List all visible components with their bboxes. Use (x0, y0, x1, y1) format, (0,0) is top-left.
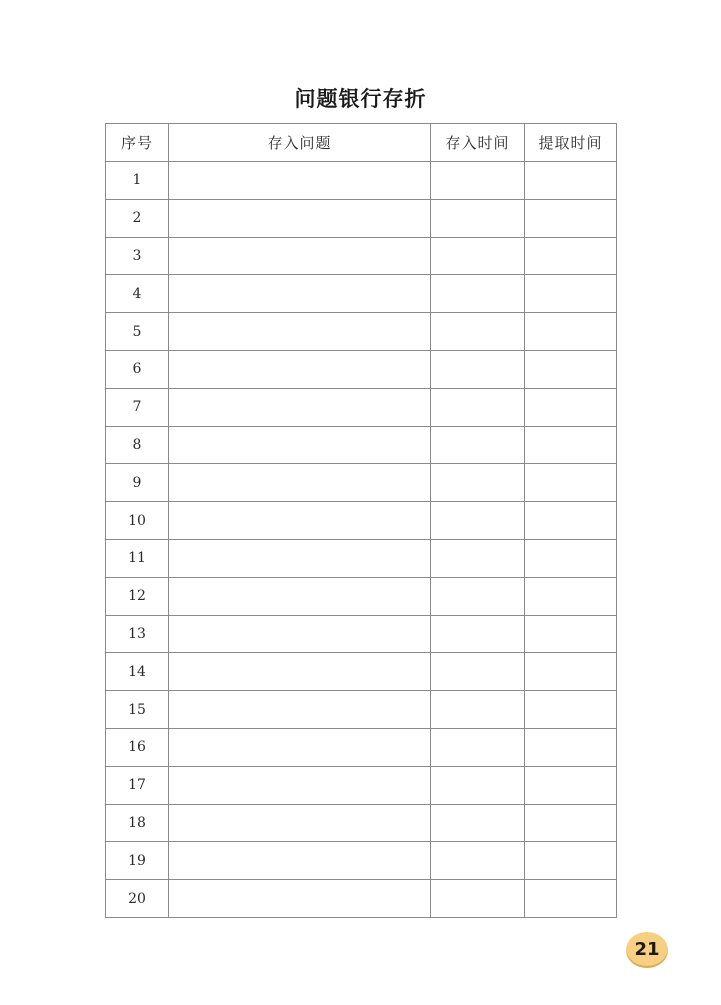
table-row (106, 577, 617, 615)
table-row (106, 766, 617, 804)
table-header-row (106, 124, 617, 162)
question-cell[interactable] (169, 804, 431, 842)
question-cell[interactable] (169, 275, 431, 313)
deposit-time-cell[interactable] (431, 728, 525, 766)
table-row (106, 275, 617, 313)
table-row (106, 502, 617, 540)
seq-cell: 1 (106, 162, 169, 200)
table-row (106, 162, 617, 200)
seq-cell: 16 (106, 728, 169, 766)
deposit-time-cell[interactable] (431, 388, 525, 426)
question-cell[interactable] (169, 350, 431, 388)
question-cell[interactable] (169, 880, 431, 918)
deposit-time-cell[interactable] (431, 426, 525, 464)
seq-cell: 2 (106, 199, 169, 237)
question-cell[interactable] (169, 388, 431, 426)
seq-cell: 7 (106, 388, 169, 426)
seq-cell: 9 (106, 464, 169, 502)
table-row (106, 653, 617, 691)
header-deposit-time: 存入时间 (431, 124, 525, 162)
header-withdraw-time: 提取时间 (525, 124, 617, 162)
seq-cell: 10 (106, 502, 169, 540)
withdraw-time-cell[interactable] (525, 804, 617, 842)
seq-cell: 18 (106, 804, 169, 842)
withdraw-time-cell[interactable] (525, 766, 617, 804)
deposit-time-cell[interactable] (431, 275, 525, 313)
deposit-time-cell[interactable] (431, 350, 525, 388)
deposit-time-cell[interactable] (431, 464, 525, 502)
withdraw-time-cell[interactable] (525, 275, 617, 313)
table-row (106, 804, 617, 842)
table-row (106, 237, 617, 275)
deposit-time-cell[interactable] (431, 577, 525, 615)
withdraw-time-cell[interactable] (525, 502, 617, 540)
table-row (106, 728, 617, 766)
deposit-time-cell[interactable] (431, 237, 525, 275)
deposit-time-cell[interactable] (431, 199, 525, 237)
deposit-time-cell[interactable] (431, 162, 525, 200)
deposit-time-cell[interactable] (431, 539, 525, 577)
header-seq: 序号 (106, 124, 169, 162)
seq-cell: 8 (106, 426, 169, 464)
table-row (106, 350, 617, 388)
table-body (106, 162, 617, 918)
question-cell[interactable] (169, 691, 431, 729)
deposit-time-cell[interactable] (431, 766, 525, 804)
question-cell[interactable] (169, 313, 431, 351)
table-row (106, 313, 617, 351)
seq-cell: 14 (106, 653, 169, 691)
header-question: 存入问题 (169, 124, 431, 162)
withdraw-time-cell[interactable] (525, 577, 617, 615)
question-cell[interactable] (169, 199, 431, 237)
seq-cell: 19 (106, 842, 169, 880)
question-cell[interactable] (169, 653, 431, 691)
seq-cell: 4 (106, 275, 169, 313)
deposit-time-cell[interactable] (431, 502, 525, 540)
deposit-time-cell[interactable] (431, 313, 525, 351)
question-cell[interactable] (169, 237, 431, 275)
withdraw-time-cell[interactable] (525, 880, 617, 918)
question-cell[interactable] (169, 577, 431, 615)
seq-cell: 15 (106, 691, 169, 729)
page-title: 问题银行存折 (294, 87, 427, 111)
seq-cell: 11 (106, 539, 169, 577)
question-cell[interactable] (169, 842, 431, 880)
withdraw-time-cell[interactable] (525, 426, 617, 464)
seq-cell: 5 (106, 313, 169, 351)
withdraw-time-cell[interactable] (525, 615, 617, 653)
question-cell[interactable] (169, 728, 431, 766)
table-row (106, 691, 617, 729)
seq-cell: 6 (106, 350, 169, 388)
table-row (106, 880, 617, 918)
question-cell[interactable] (169, 502, 431, 540)
withdraw-time-cell[interactable] (525, 199, 617, 237)
seq-cell: 12 (106, 577, 169, 615)
deposit-time-cell[interactable] (431, 842, 525, 880)
deposit-time-cell[interactable] (431, 615, 525, 653)
table-row (106, 199, 617, 237)
question-cell[interactable] (169, 539, 431, 577)
table-row (106, 615, 617, 653)
deposit-time-cell[interactable] (431, 653, 525, 691)
withdraw-time-cell[interactable] (525, 237, 617, 275)
seq-cell: 13 (106, 615, 169, 653)
table-row (106, 842, 617, 880)
question-cell[interactable] (169, 162, 431, 200)
deposit-time-cell[interactable] (431, 804, 525, 842)
seq-cell: 20 (106, 880, 169, 918)
page-number-badge: 21 (626, 932, 668, 968)
table-row (106, 426, 617, 464)
table-row (106, 388, 617, 426)
withdraw-time-cell[interactable] (525, 691, 617, 729)
deposit-time-cell[interactable] (431, 691, 525, 729)
withdraw-time-cell[interactable] (525, 728, 617, 766)
question-cell[interactable] (169, 464, 431, 502)
seq-cell: 3 (106, 237, 169, 275)
withdraw-time-cell[interactable] (525, 313, 617, 351)
table-row (106, 464, 617, 502)
question-bank-table (105, 123, 617, 918)
withdraw-time-cell[interactable] (525, 842, 617, 880)
deposit-time-cell[interactable] (431, 880, 525, 918)
withdraw-time-cell[interactable] (525, 539, 617, 577)
question-cell[interactable] (169, 766, 431, 804)
withdraw-time-cell[interactable] (525, 162, 617, 200)
withdraw-time-cell[interactable] (525, 388, 617, 426)
withdraw-time-cell[interactable] (525, 350, 617, 388)
question-cell[interactable] (169, 426, 431, 464)
withdraw-time-cell[interactable] (525, 653, 617, 691)
withdraw-time-cell[interactable] (525, 464, 617, 502)
table-row (106, 539, 617, 577)
question-cell[interactable] (169, 615, 431, 653)
seq-cell: 17 (106, 766, 169, 804)
